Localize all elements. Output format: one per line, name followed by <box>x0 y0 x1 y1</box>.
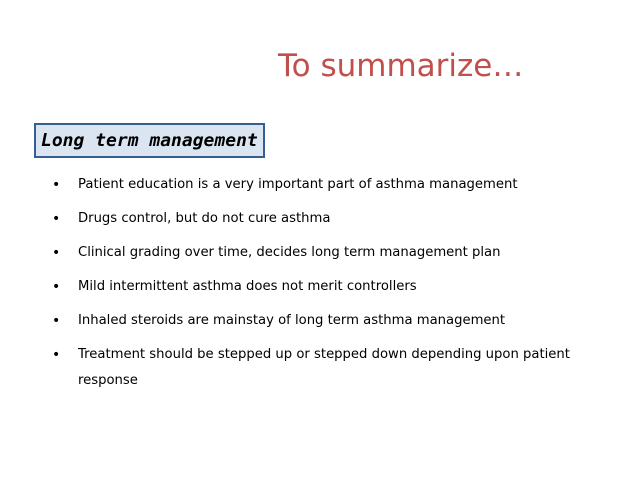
bullet-icon: • <box>52 313 61 329</box>
bullet-item <box>52 342 622 394</box>
section-header-box <box>34 123 265 158</box>
bullet-item <box>52 274 622 300</box>
bullet-icon: • <box>52 279 61 295</box>
section-header-label: Long term management <box>41 130 258 151</box>
bullet-text: Mild intermittent asthma does not merit controllers <box>78 279 417 294</box>
bullet-item <box>52 308 622 334</box>
bullet-text: Patient education is a very important part of asthma management <box>78 177 518 192</box>
bullet-item <box>52 172 622 198</box>
bullet-text: Clinical grading over time, decides long term management plan <box>78 245 501 260</box>
bullet-icon: • <box>52 177 61 193</box>
bullet-text: Drugs control, but do not cure asthma <box>78 211 331 226</box>
bullet-item <box>52 206 622 232</box>
bullet-text: Inhaled steroids are mainstay of long term asthma management <box>78 313 506 328</box>
bullet-item <box>52 240 622 266</box>
bullet-icon: • <box>52 245 61 261</box>
bullet-list <box>52 172 622 402</box>
bullet-icon: • <box>52 211 61 227</box>
bullet-text: Treatment should be stepped up or stepped down depending upon patient response <box>78 347 570 388</box>
slide-title: To summarize… <box>278 48 524 84</box>
bullet-icon: • <box>52 347 61 363</box>
